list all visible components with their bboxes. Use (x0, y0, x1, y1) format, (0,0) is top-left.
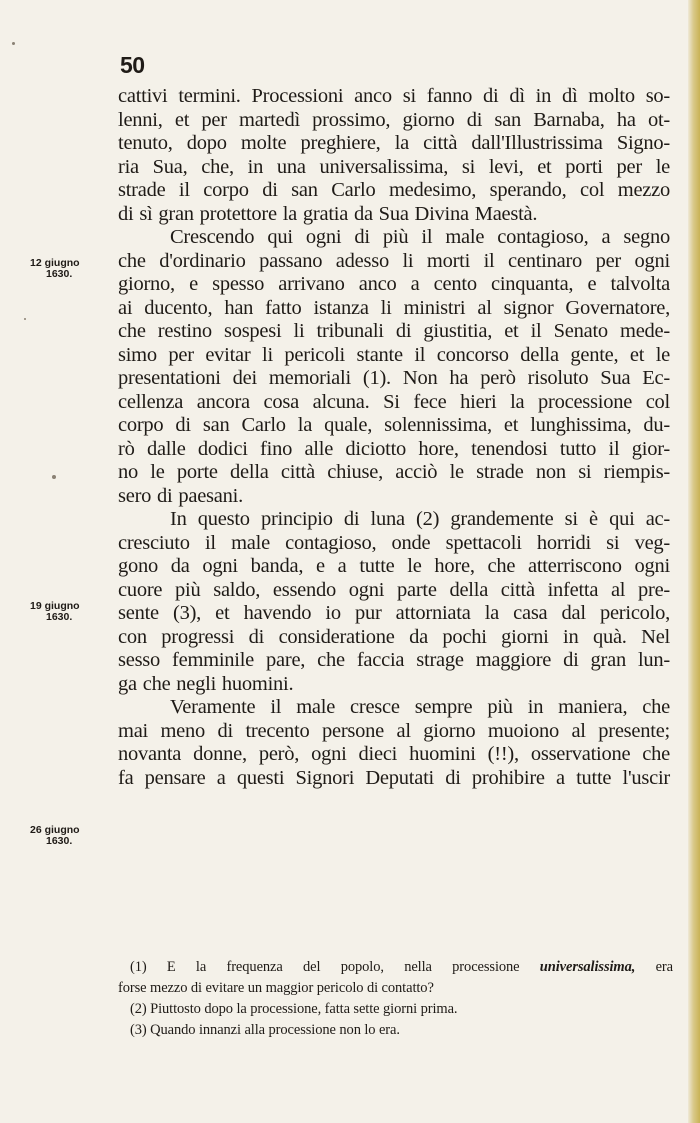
text-line: di sì gran protettore la gratia da Sua Divina Maestà. (118, 202, 538, 225)
text-line: novanta donne, però, ogni dieci huomini (!!), osservatione che (118, 743, 670, 765)
text-line: che d'ordinario passano adesso li morti il centinaro per ogni (118, 249, 670, 272)
margin-date-year: 1630. (46, 268, 73, 280)
text-line: sente (3), et havendo io pur attorniata la casa dal pericolo, (118, 602, 670, 624)
margin-date-note (30, 825, 110, 847)
text-line: gono da ogni banda, e a tutte le hore, che atterriscono ogni (118, 555, 670, 577)
paragraph-start: Veramente il male cresce sempre più in maniera, che (170, 696, 670, 718)
footnote-2: (2) Piuttosto dopo la processione, fatta sette giorni prima. (130, 1001, 458, 1017)
text-line: lenni, et per martedì prossimo, giorno di san Barnaba, ha ot- (118, 108, 670, 131)
text-line: simo per evitar li pericoli stante il concorso della gente, et le (118, 343, 670, 366)
paragraph-start: In questo principio di luna (2) grandemente si è qui ac- (170, 508, 670, 530)
footnote-1-text: (1) E la frequenza del popolo, nella processione (130, 959, 540, 975)
paragraph-start: Crescendo qui ogni di più il male contagioso, a segno (170, 226, 670, 248)
text-line: fa pensare a questi Signori Deputati di prohibire a tutte l'uscir (118, 766, 670, 789)
text-line: corpo di san Carlo la quale, solennissima, et lunghissima, du- (118, 414, 670, 436)
text-line: rò dalle dodici fino alle diciotto hore, tenendosi tutto il gior- (118, 437, 670, 460)
paper-speck (24, 318, 26, 320)
text-line: cresciuto il male contagioso, onde spettacoli horridi si veg- (118, 531, 670, 554)
text-line: cuore più saldo, essendo ogni parte della città infetta al pre- (118, 578, 670, 601)
footnote-1 (118, 957, 673, 978)
margin-date-year: 1630. (46, 835, 73, 847)
text-line: cellenza ancora cosa alcuna. Si fece hieri la processione col (118, 390, 670, 413)
text-line: cattivi termini. Processioni anco si fanno di dì in dì molto so- (118, 85, 670, 107)
text-line: giorno, e spesso arrivano anco a cento cinquanta, e talvolta (118, 273, 670, 295)
text-line: no le porte della città chiuse, acciò le strade non si riempis- (118, 461, 670, 483)
text-line: sesso femminile pare, che faccia strage maggiore di gran lun- (118, 649, 670, 671)
page-number: 50 (120, 52, 145, 78)
text-line: presentationi dei memoriali (1). Non ha però risoluto Sua Ec- (118, 367, 670, 389)
text-line: mai meno di trecento persone al giorno muoiono al presente; (118, 719, 670, 742)
margin-date-note (30, 601, 110, 623)
margin-date-day: 12 giugno (30, 257, 80, 269)
text-line: ria Sua, che, in una universalissima, si levi, et porti per le (118, 155, 670, 178)
page-edge (688, 0, 700, 1123)
text-line: con progressi di consideratione da pochi giorni in quà. Nel (118, 625, 670, 648)
margin-date-day: 26 giugno (30, 824, 80, 836)
text-line: strade il corpo di san Carlo medesimo, sperando, col mezzo (118, 179, 670, 201)
paper-speck (52, 475, 56, 479)
text-line: ga che negli huomini. (118, 672, 294, 695)
footnote-1-end: era (635, 959, 673, 975)
text-line: tenuto, dopo molte preghiere, la città dall'Illustrissima Signo- (118, 132, 670, 154)
footnote-1-continuation: forse mezzo di evitare un maggior pericolo di contatto? (118, 980, 434, 996)
margin-date-note (30, 258, 110, 280)
body-text (118, 85, 670, 790)
margin-date-day: 19 giugno (30, 600, 80, 612)
text-line: sero di paesani. (118, 484, 243, 507)
text-line: ai ducento, han fatto istanza li ministri al signor Governatore, (118, 296, 670, 319)
paper-speck (12, 42, 15, 45)
text-line: che restino sospesi li tribunali di giustitia, et il Senato mede- (118, 320, 670, 342)
footnote-1-italic: universalissima, (539, 959, 636, 975)
margin-date-year: 1630. (46, 611, 73, 623)
footnotes (118, 957, 673, 1041)
footnote-3: (3) Quando innanzi alla processione non lo era. (130, 1022, 400, 1038)
